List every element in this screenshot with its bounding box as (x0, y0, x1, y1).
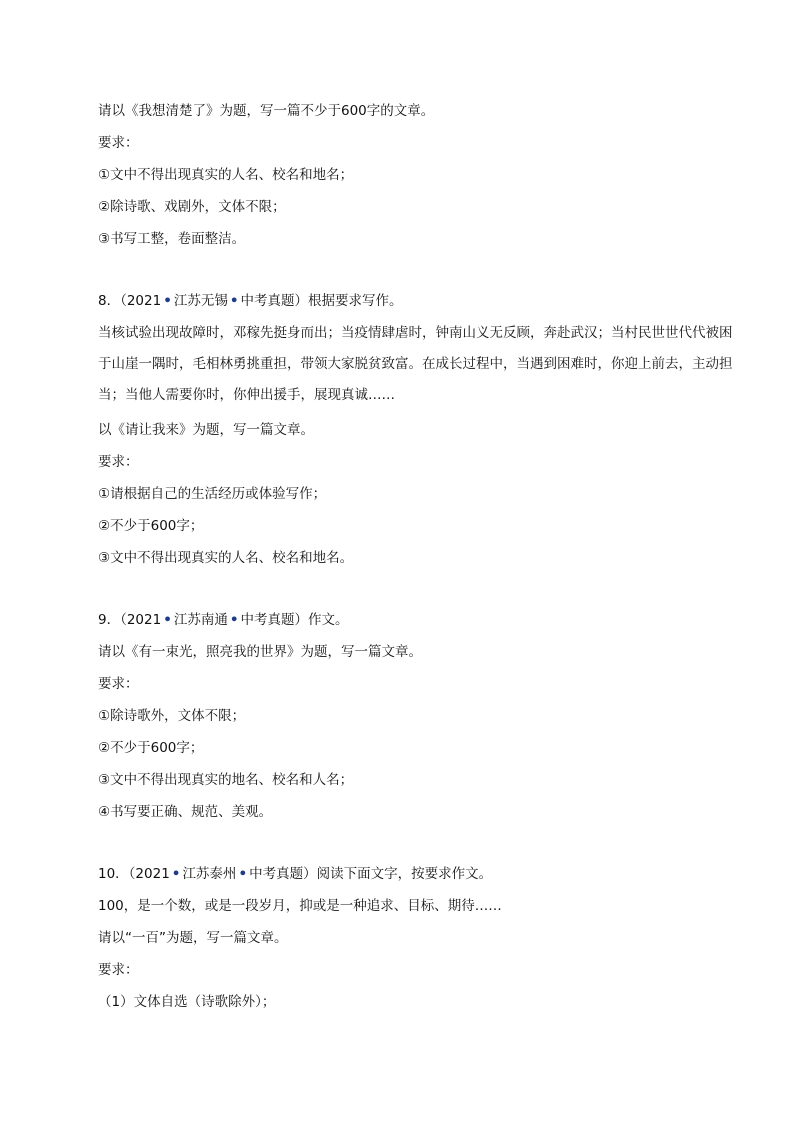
q10-prompt: 请以“一百”为题，写一篇文章。 (98, 930, 288, 946)
q9-source: 中考真题）作文。 (240, 612, 349, 628)
q9-prompt: 请以《有一束光，照亮我的世界》为题，写一篇文章。 (98, 644, 422, 660)
q10-material: 100，是一个数，或是一段岁月，抑或是一种追求、目标、期待…… (98, 898, 502, 914)
q8-source: 中考真题）根据要求写作。 (240, 293, 403, 309)
q9-requirement-1: ①除诗歌外，文体不限； (98, 708, 246, 724)
q8-place: 江苏无锡 (173, 293, 228, 309)
q7-requirement-3: ③书写工整，卷面整洁。 (98, 231, 246, 247)
q9-separator-2: • (229, 612, 239, 628)
q10-number: 10．（2021 (98, 866, 170, 882)
q8-heading (98, 291, 402, 311)
q10-source: 中考真题）阅读下面文字，按要求作文。 (249, 866, 493, 882)
q9-number: 9．（2021 (98, 612, 162, 628)
q10-place: 江苏泰州 (182, 866, 237, 882)
q7-prompt: 请以《我想清楚了》为题，写一篇不少于600字的文章。 (98, 103, 435, 119)
q9-requirements-label: 要求： (98, 676, 139, 692)
q10-requirements-label: 要求： (98, 962, 139, 978)
q8-requirement-1: ①请根据自己的生活经历或体验写作； (98, 486, 327, 502)
q9-requirement-3: ③文中不得出现真实的地名、校名和人名； (98, 772, 354, 788)
q8-requirement-2: ②不少于600字； (98, 518, 204, 534)
q8-material: 当核试验出现故障时，邓稼先挺身而出；当疫情肆虐时，钟南山义无反顾，奔赴武汉；当村民世世代代被困于山崖一隅时，毛相林勇挑重担，带领大家脱贫致富。在成长过程中，当遇到困难时，你迎上前去，主动担当；当他人需要你时，你伸出援手，展现真诚…… (98, 325, 733, 403)
q7-requirement-2: ②除诗歌、戏剧外，文体不限； (98, 199, 286, 215)
q10-requirement-1: （1）文体自选（诗歌除外）； (98, 994, 276, 1010)
q9-place: 江苏南通 (173, 612, 228, 628)
q10-separator-1: • (171, 866, 181, 882)
q8-separator-2: • (229, 293, 239, 309)
q10-separator-2: • (238, 866, 248, 882)
q9-requirement-2: ②不少于600字； (98, 740, 204, 756)
q8-number: 8．（2021 (98, 293, 162, 309)
q9-separator-1: • (163, 612, 172, 628)
q7-requirement-1: ①文中不得出现真实的人名、校名和地名； (98, 167, 354, 183)
q8-prompt: 以《请让我来》为题，写一篇文章。 (98, 422, 314, 438)
q10-heading (98, 864, 492, 884)
q9-requirement-4: ④书写要正确、规范、美观。 (98, 804, 273, 820)
q8-separator-1: • (163, 293, 172, 309)
q8-requirement-3: ③文中不得出现真实的人名、校名和地名。 (98, 550, 354, 566)
q7-requirements-label: 要求： (98, 135, 139, 151)
q8-requirements-label: 要求： (98, 454, 139, 470)
q9-heading (98, 610, 348, 630)
